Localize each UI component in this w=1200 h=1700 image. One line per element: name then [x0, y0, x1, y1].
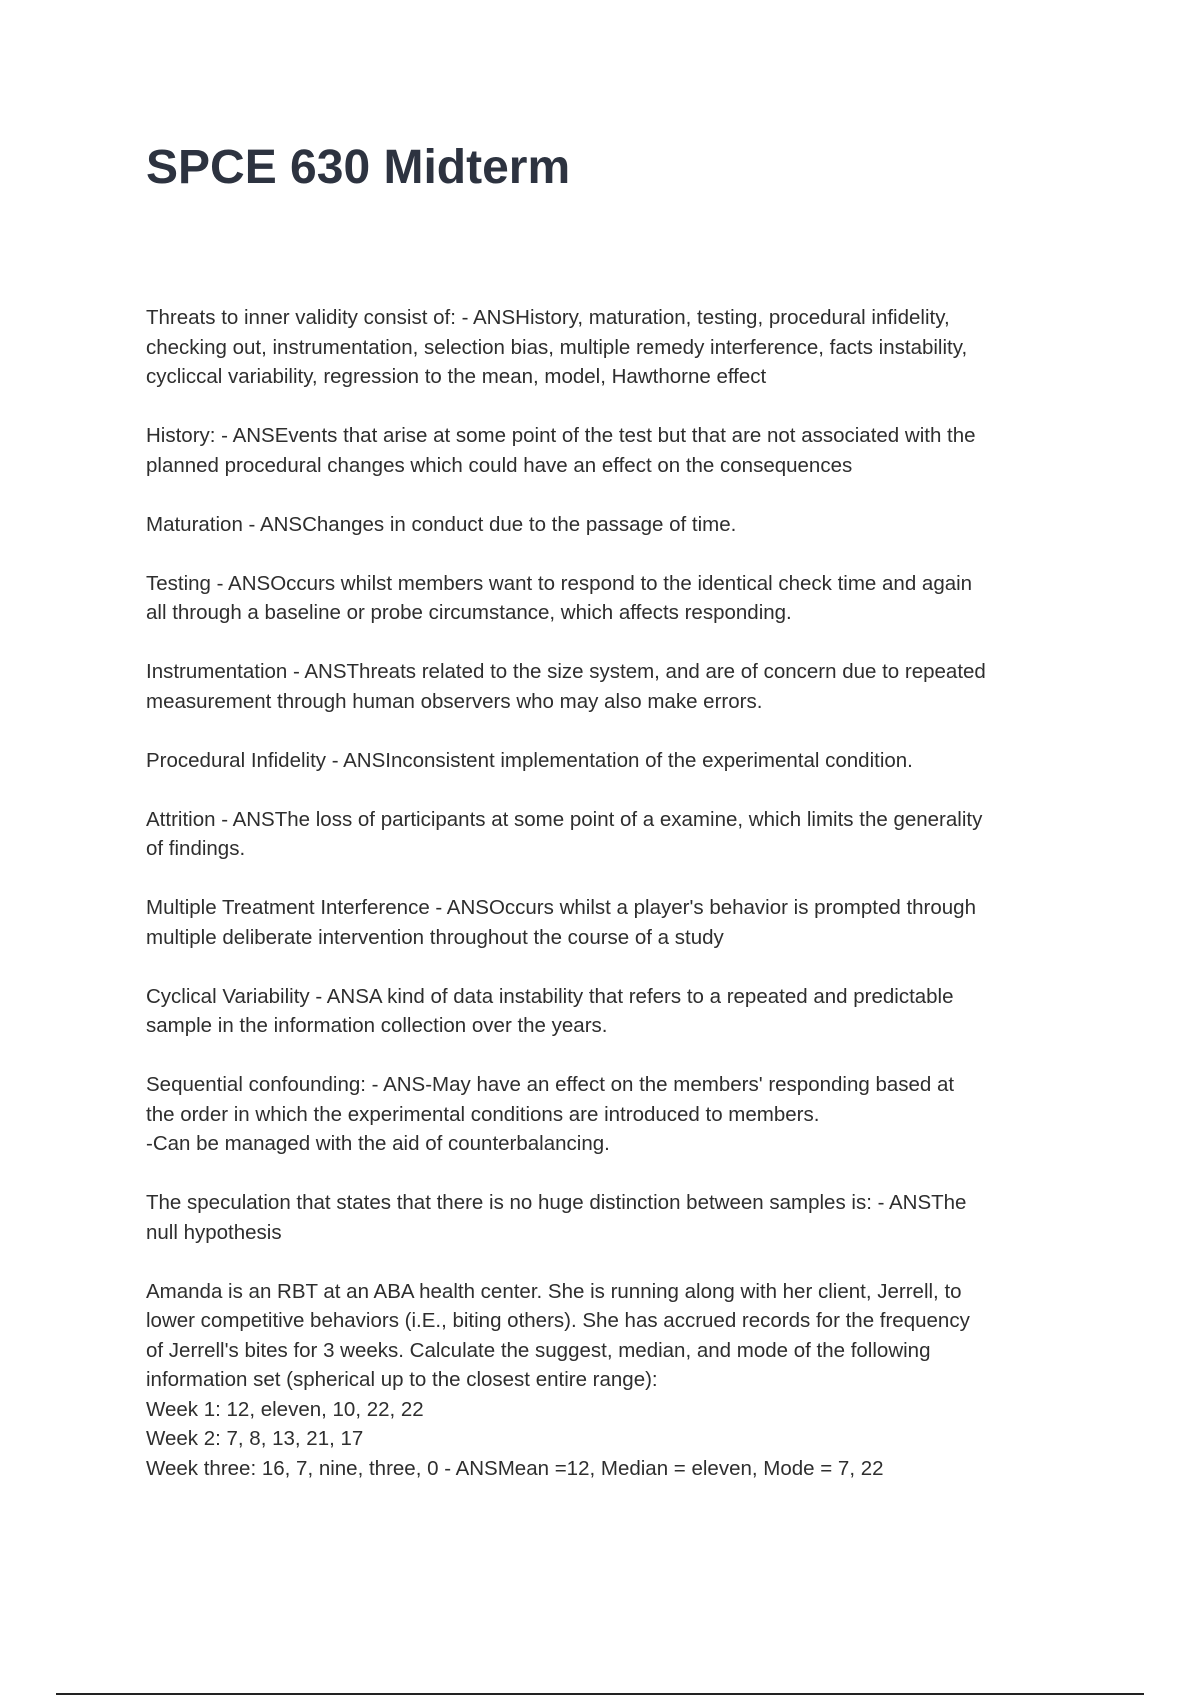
- text-line: Multiple Treatment Interference - ANSOccurs whilst a player's behavior is prompted through: [146, 896, 976, 919]
- text-line: lower competitive behaviors (i.E., biting others). She has accrued records for the frequency: [146, 1309, 970, 1332]
- paragraph-sequential-confounding: [146, 1070, 1076, 1159]
- text-line: measurement through human observers who may also make errors.: [146, 689, 763, 713]
- text-line: cycliccal variability, regression to the mean, model, Hawthorne effect: [146, 365, 767, 388]
- text-line: information set (spherical up to the closest entire range):: [146, 1368, 658, 1391]
- text-line: Week 2: 7, 8, 13, 21, 17: [146, 1427, 364, 1450]
- paragraph-history: [146, 421, 1076, 480]
- text-line: The speculation that states that there is no huge distinction between samples is: - ANSThe: [146, 1191, 967, 1214]
- text-line: planned procedural changes which could have an effect on the consequences: [146, 453, 853, 477]
- paragraph-instrumentation: [146, 657, 1076, 716]
- page-title: SPCE 630 Midterm: [146, 141, 571, 194]
- text-line: multiple deliberate intervention throughout the course of a study: [146, 925, 724, 949]
- paragraph-mean-median-mode-question: [146, 1277, 1076, 1484]
- text-line: of findings.: [146, 837, 246, 860]
- paragraph-testing: [146, 569, 1076, 628]
- text-line: null hypothesis: [146, 1220, 282, 1244]
- text-line: Threats to inner validity consist of: - ANSHistory, maturation, testing, procedural infidelity,: [146, 306, 950, 329]
- text-line: -Can be managed with the aid of counterbalancing.: [146, 1132, 610, 1155]
- paragraph-threats-to-validity: [146, 303, 1076, 392]
- text-line: all through a baseline or probe circumstance, which affects responding.: [146, 601, 792, 624]
- text-line: the order in which the experimental conditions are introduced to members.: [146, 1102, 820, 1126]
- paragraph-cyclical-variability: [146, 982, 1076, 1041]
- document-body: [146, 303, 1076, 1513]
- text-line: checking out, instrumentation, selection bias, multiple remedy interference, facts instability,: [146, 335, 968, 359]
- text-line: Week 1: 12, eleven, 10, 22, 22: [146, 1397, 424, 1421]
- paragraph-attrition: [146, 805, 1076, 864]
- text-line: Week three: 16, 7, nine, three, 0 - ANSMean =12, Median = eleven, Mode = 7, 22: [146, 1456, 884, 1480]
- text-line: Testing - ANSOccurs whilst members want to respond to the identical check time and again: [146, 571, 973, 595]
- paragraph-maturation: [146, 510, 1076, 540]
- text-line: Cyclical Variability - ANSA kind of data instability that refers to a repeated and predictable: [146, 984, 954, 1008]
- text-line: Sequential confounding: - ANS-May have an effect on the members' responding based at: [146, 1073, 955, 1096]
- text-line: Maturation - ANSChanges in conduct due to the passage of time.: [146, 512, 737, 536]
- paragraph-multiple-treatment-interference: [146, 893, 1076, 952]
- text-line: sample in the information collection over the years.: [146, 1014, 608, 1037]
- paragraph-null-hypothesis: [146, 1188, 1076, 1247]
- paragraph-procedural-infidelity: [146, 746, 1076, 776]
- text-line: Instrumentation - ANSThreats related to the size system, and are of concern due to repeated: [146, 660, 986, 683]
- text-line: Procedural Infidelity - ANSInconsistent implementation of the experimental condition.: [146, 748, 913, 772]
- text-line: Attrition - ANSThe loss of participants at some point of a examine, which limits the generality: [146, 807, 983, 831]
- page-bottom-rule: [56, 1693, 1144, 1695]
- text-line: of Jerrell's bites for 3 weeks. Calculate the suggest, median, and mode of the following: [146, 1338, 931, 1362]
- text-line: History: - ANSEvents that arise at some point of the test but that are not associated with the: [146, 424, 976, 447]
- text-line: Amanda is an RBT at an ABA health center. She is running along with her client, Jerrell, to: [146, 1279, 962, 1303]
